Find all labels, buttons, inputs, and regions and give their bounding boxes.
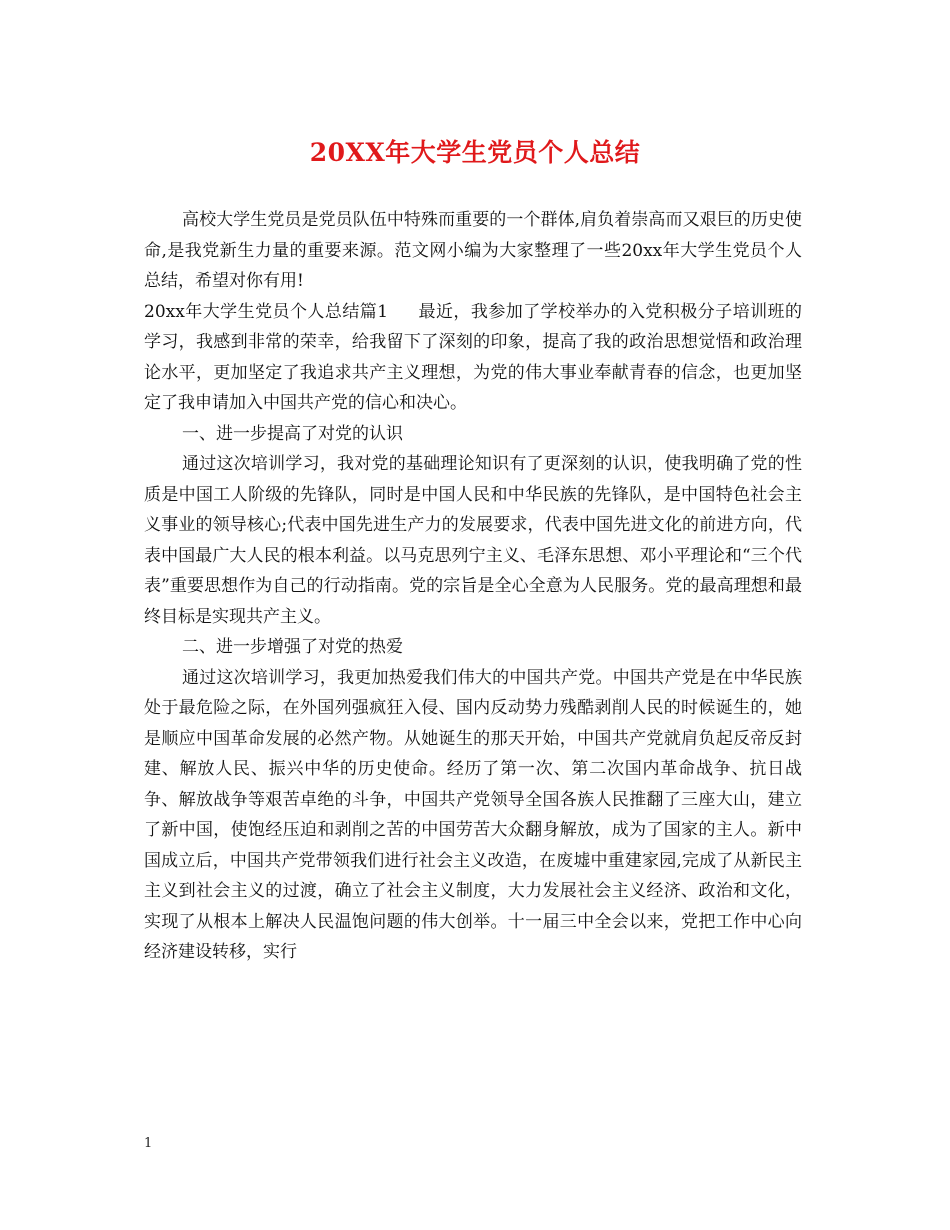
intro-paragraph: 高校大学生党员是党员队伍中特殊而重要的一个群体,肩负着崇高而又艰巨的历史使命,是我党新生力量的重要来源。范文网小编为大家整理了一些20xx年大学生党员个人总结，希望对你有用! xyxy=(144,210,802,291)
document-title: 20XX年大学生党员个人总结 xyxy=(309,138,641,167)
document-body xyxy=(144,205,802,968)
article-heading: 20xx年大学生党员个人总结篇1 xyxy=(144,301,389,322)
page-number: 1 xyxy=(144,1136,153,1151)
article-first-paragraph xyxy=(144,297,802,419)
section-paragraph-1: 通过这次培训学习，我对党的基础理论知识有了更深刻的认识，使我明确了党的性质是中国工人阶级的先锋队，同时是中国人民和中华民族的先锋队，是中国特色社会主义事业的领导核心;代表中国先进生产力的发展要求，代表中国先进文化的前进方向，代表中国最广大人民的根本利益。以马克思列宁主义、毛泽东思想、邓小平理论和“三个代表”重要思想作为自己的行动指南。党的宗旨是全心全意为人民服务。党的最高理想和最终目标是实现共产主义。 xyxy=(144,454,802,627)
article-opening-text: 最近，我参加了学校举办的入党积极分子培训班的学习，我感到非常的荣幸，给我留下了深刻的印象，提高了我的政治思想觉悟和政治理论水平，更加坚定了我追求共产主义理想，为党的伟大事业奉献青春的信念，也更加坚定了我申请加入中国共产党的信心和决心。 xyxy=(144,301,803,413)
section-heading-1: 一、进一步提高了对党的认识 xyxy=(182,423,403,444)
section-heading-2: 二、进一步增强了对党的热爱 xyxy=(182,637,403,657)
section-paragraph-2: 通过这次培训学习，我更加热爱我们伟大的中国共产党。中国共产党是在中华民族处于最危险之际，在外国列强疯狂入侵、国内反动势力残酷剥削人民的时候诞生的，她是顺应中国革命发展的必然产物。从她诞生的那天开始，中国共产党就肩负起反帝反封建、解放人民、振兴中华的历史使命。经历了第一次、第二次国内革命战争、抗日战争、解放战争等艰苦卓绝的斗争，中国共产党领导全国各族人民推翻了三座大山，建立了新中国，使饱经压迫和剥削之苦的中国劳苦大众翻身解放，成为了国家的主人。新中国成立后，中国共产党带领我们进行社会主义改造，在废墟中重建家园,完成了从新民主主义到社会主义的过渡，确立了社会主义制度，大力发展社会主义经济、政治和文化，实现了从根本上解决人民温饱问题的伟大创举。十一届三中全会以来，党把工作中心向经济建设转移，实行 xyxy=(144,667,802,962)
